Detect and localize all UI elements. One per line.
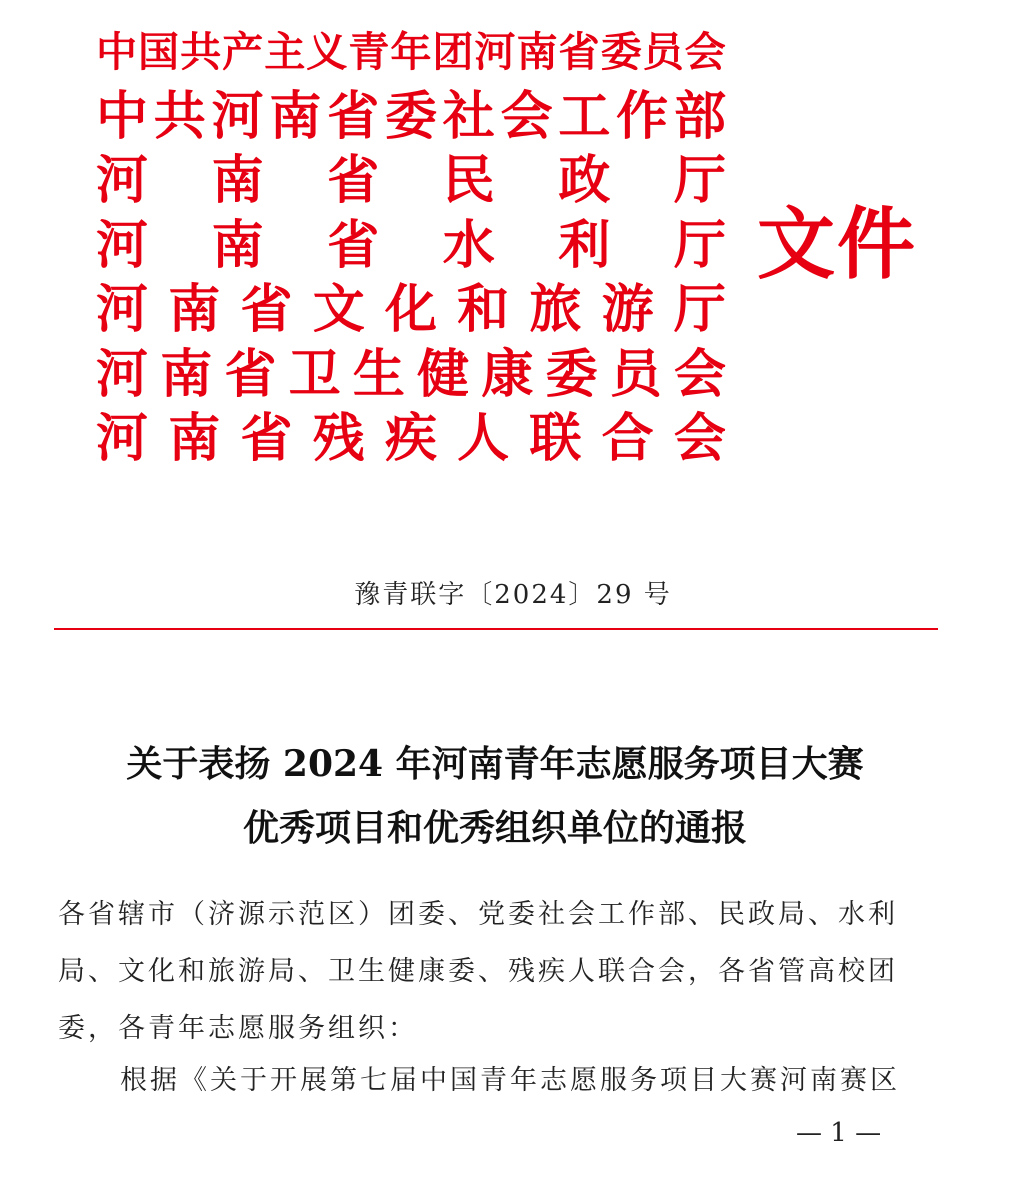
- issuer-char: 省: [224, 343, 277, 405]
- issuer-char: 化: [384, 279, 437, 340]
- issuer-char: 委: [545, 343, 598, 405]
- issuer-char: 中: [96, 85, 149, 147]
- issuer-char: 工: [558, 85, 611, 147]
- issuer-char: 产: [222, 27, 264, 76]
- issuer-line: [96, 343, 726, 408]
- issuer-block: [96, 20, 726, 472]
- issuer-char: 国: [138, 27, 180, 76]
- issuer-char: 作: [616, 85, 669, 147]
- issuer-char: 中: [96, 27, 138, 76]
- red-divider: [54, 628, 938, 630]
- issuer-char: 委: [384, 85, 437, 147]
- issuer-line: [96, 20, 726, 85]
- issuer-char: 南: [160, 343, 213, 405]
- issuer-line: [96, 85, 726, 150]
- issuer-char: 河: [96, 343, 149, 405]
- salutation-line-3: 委，各青年志愿服务组织：: [58, 1013, 418, 1044]
- issuer-char: 民: [442, 150, 495, 211]
- issuer-char: 和: [457, 279, 510, 340]
- issuer-char: 联: [529, 408, 582, 469]
- issuer-char: 河: [96, 214, 149, 276]
- issuer-char: 厅: [673, 214, 726, 276]
- issuer-char: 年: [390, 27, 432, 76]
- issuer-char: 南: [269, 85, 322, 147]
- issuer-char: 部: [673, 85, 726, 147]
- issuer-char: 共: [153, 85, 206, 147]
- issuer-char: 委: [600, 27, 642, 76]
- issuer-char: 共: [180, 27, 222, 76]
- issuer-char: 河: [96, 408, 149, 469]
- issuer-char: 南: [516, 27, 558, 76]
- issuer-char: 省: [327, 85, 380, 147]
- salutation: [58, 886, 940, 1057]
- issuer-char: 员: [642, 27, 684, 76]
- issuer-char: 文: [312, 279, 365, 340]
- issuer-char: 省: [240, 408, 293, 469]
- issuer-char: 南: [168, 279, 221, 340]
- issuer-char: 会: [500, 85, 553, 147]
- issuer-char: 省: [327, 214, 380, 276]
- issuer-char: 残: [312, 408, 365, 469]
- issuer-char: 义: [306, 27, 348, 76]
- issuer-char: 河: [211, 85, 264, 147]
- issuer-char: 旅: [529, 279, 582, 340]
- issuer-line: [96, 407, 726, 472]
- issuer-char: 省: [327, 150, 380, 211]
- issuer-char: 省: [240, 279, 293, 340]
- issuer-char: 会: [684, 27, 726, 76]
- issuer-char: 河: [474, 27, 516, 76]
- issuer-char: 南: [168, 408, 221, 469]
- issuer-char: 主: [264, 27, 306, 76]
- issuer-char: 员: [609, 343, 662, 405]
- document-label: 文件: [757, 199, 918, 290]
- issuer-line: [96, 214, 726, 279]
- issuer-line: [96, 149, 726, 214]
- issuer-line: [96, 278, 726, 343]
- issuer-char: 卫: [288, 343, 341, 405]
- issuer-char: 水: [442, 214, 495, 276]
- issuer-char: 厅: [673, 279, 726, 340]
- issuer-char: 会: [673, 408, 726, 469]
- title-line-2: 优秀项目和优秀组织单位的通报: [242, 807, 747, 849]
- body-paragraph: 根据《关于开展第七届中国青年志愿服务项目大赛河南赛区: [120, 1065, 900, 1096]
- document-number: 豫青联字〔2024〕29 号: [354, 580, 672, 610]
- issuer-char: 社: [442, 85, 495, 147]
- issuer-char: 疾: [384, 408, 437, 469]
- issuer-char: 河: [96, 150, 149, 211]
- issuer-char: 利: [558, 214, 611, 276]
- issuer-char: 政: [558, 150, 611, 211]
- issuer-char: 南: [211, 214, 264, 276]
- issuer-char: 游: [601, 279, 654, 340]
- salutation-line-2: 局、文化和旅游局、卫生健康委、残疾人联合会，各省管高校团: [58, 956, 898, 987]
- issuer-char: 人: [457, 408, 510, 469]
- issuer-char: 团: [432, 27, 474, 76]
- issuer-char: 省: [558, 27, 600, 76]
- issuer-char: 河: [96, 279, 149, 340]
- salutation-line-1: 各省辖市（济源示范区）团委、党委社会工作部、民政局、水利: [58, 899, 898, 930]
- page-number: — 1 —: [796, 1118, 882, 1148]
- issuer-char: 会: [673, 343, 726, 405]
- issuer-char: 康: [481, 343, 534, 405]
- issuer-char: 厅: [673, 150, 726, 211]
- document-title: [40, 732, 950, 860]
- issuer-char: 健: [417, 343, 470, 405]
- issuer-char: 南: [211, 150, 264, 211]
- issuer-char: 合: [601, 408, 654, 469]
- issuer-char: 生: [352, 343, 405, 405]
- issuer-char: 青: [348, 27, 390, 76]
- title-line-1: 关于表扬 2024 年河南青年志愿服务项目大赛: [126, 743, 864, 785]
